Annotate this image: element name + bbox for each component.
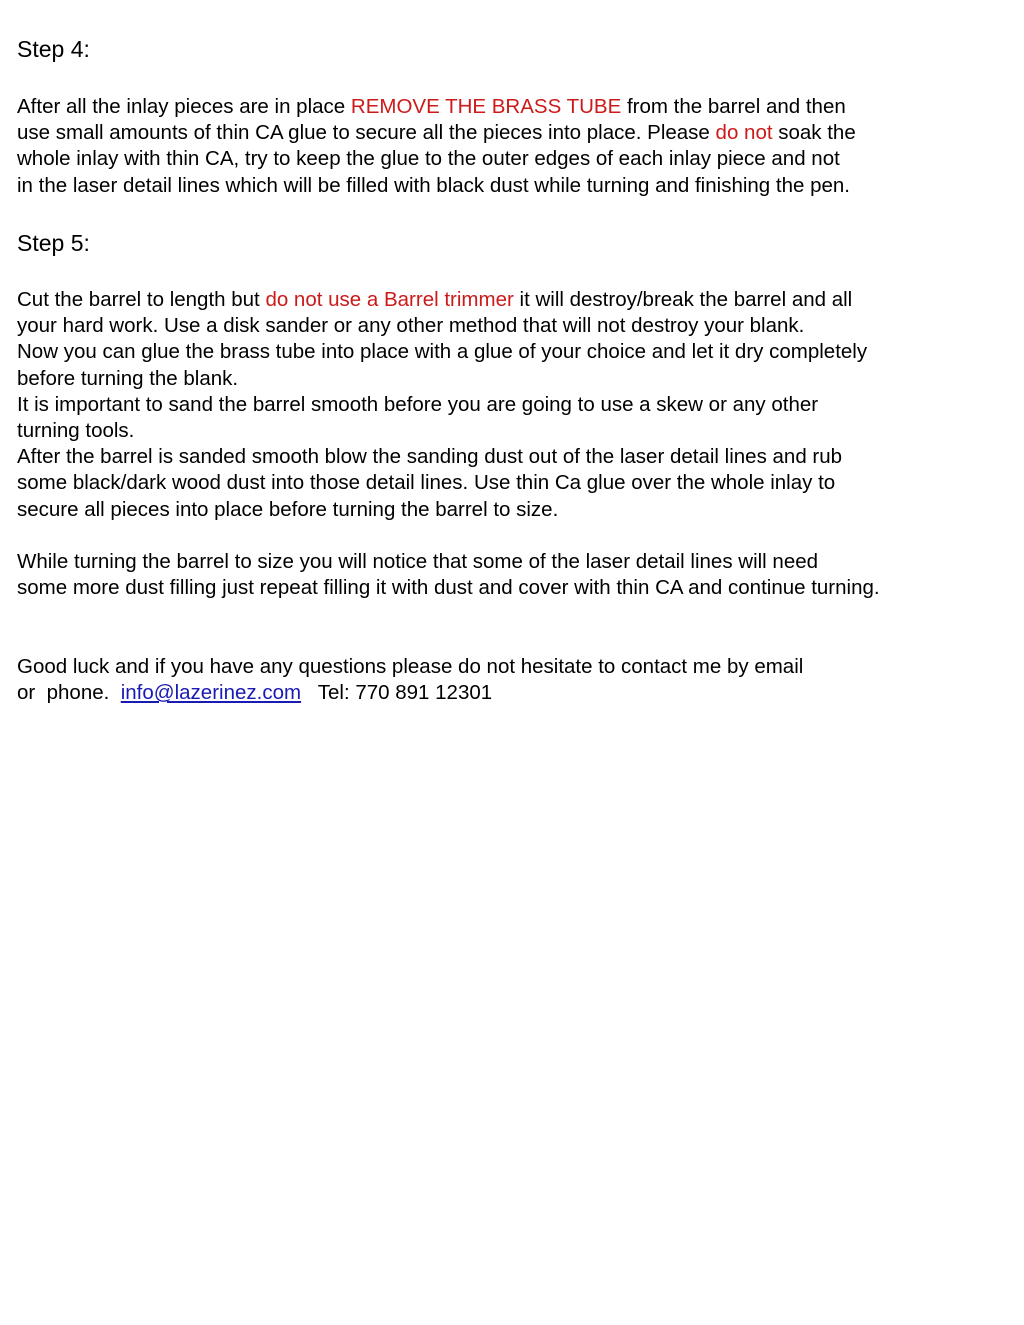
document-page — [17, 0, 1017, 1325]
step-5-line-3: Now you can glue the brass tube into place with a glue of your choice and let it dry completely — [17, 340, 868, 364]
step-5-line-5: It is important to sand the barrel smooth before you are going to use a skew or any other — [17, 392, 819, 416]
step-5-paragraph — [17, 287, 1017, 523]
step-5-line-6: turning tools. — [17, 419, 135, 443]
step-4-line-1: After all the inlay pieces are in place REMOVE THE BRASS TUBE from the barrel and then — [17, 95, 846, 118]
step-4-line-4: in the laser detail lines which will be filled with black dust while turning and finishing the pen. — [17, 173, 850, 197]
email-link[interactable]: info@lazerinez.com — [120, 681, 302, 705]
warning-barrel-trimmer: do not use a Barrel trimmer — [265, 288, 514, 311]
warning-do-not: do not — [715, 121, 773, 145]
telephone-number: Tel: 770 891 12301 — [301, 681, 493, 705]
step-5-line-7: After the barrel is sanded smooth blow the sanding dust out of the laser detail lines and rub — [17, 445, 843, 469]
closing-paragraph — [17, 654, 1017, 706]
step-5-line-1: Cut the barrel to length but do not use a Barrel trimmer it will destroy/break the barrel and all — [17, 288, 853, 311]
step-5-heading: Step 5: — [17, 230, 90, 256]
turning-line-2: some more dust filling just repeat filling it with dust and cover with thin CA and continue turning. — [17, 576, 880, 600]
closing-line-1: Good luck and if you have any questions please do not hesitate to contact me by email — [17, 655, 804, 678]
step-5-line-4: before turning the blank. — [17, 366, 239, 390]
closing-line-2: or phone. info@lazerinez.com Tel: 770 891 12301 — [17, 681, 493, 705]
step-4-paragraph — [17, 94, 1017, 199]
step-5-line-8: some black/dark wood dust into those detail lines. Use thin Ca glue over the whole inlay to — [17, 471, 836, 495]
step-4-line-3: whole inlay with thin CA, try to keep the glue to the outer edges of each inlay piece and not — [17, 147, 840, 171]
step-4-line-2: use small amounts of thin CA glue to secure all the pieces into place. Please do not soak the — [17, 121, 856, 145]
warning-remove-brass-tube: REMOVE THE BRASS TUBE — [350, 95, 622, 118]
step-4-heading: Step 4: — [17, 36, 90, 62]
turning-line-1: While turning the barrel to size you will notice that some of the laser detail lines will need — [17, 550, 819, 573]
turning-paragraph — [17, 549, 1017, 601]
step-5-line-9: secure all pieces into place before turning the barrel to size. — [17, 497, 559, 521]
step-5-line-2: your hard work. Use a disk sander or any other method that will not destroy your blank. — [17, 314, 805, 338]
